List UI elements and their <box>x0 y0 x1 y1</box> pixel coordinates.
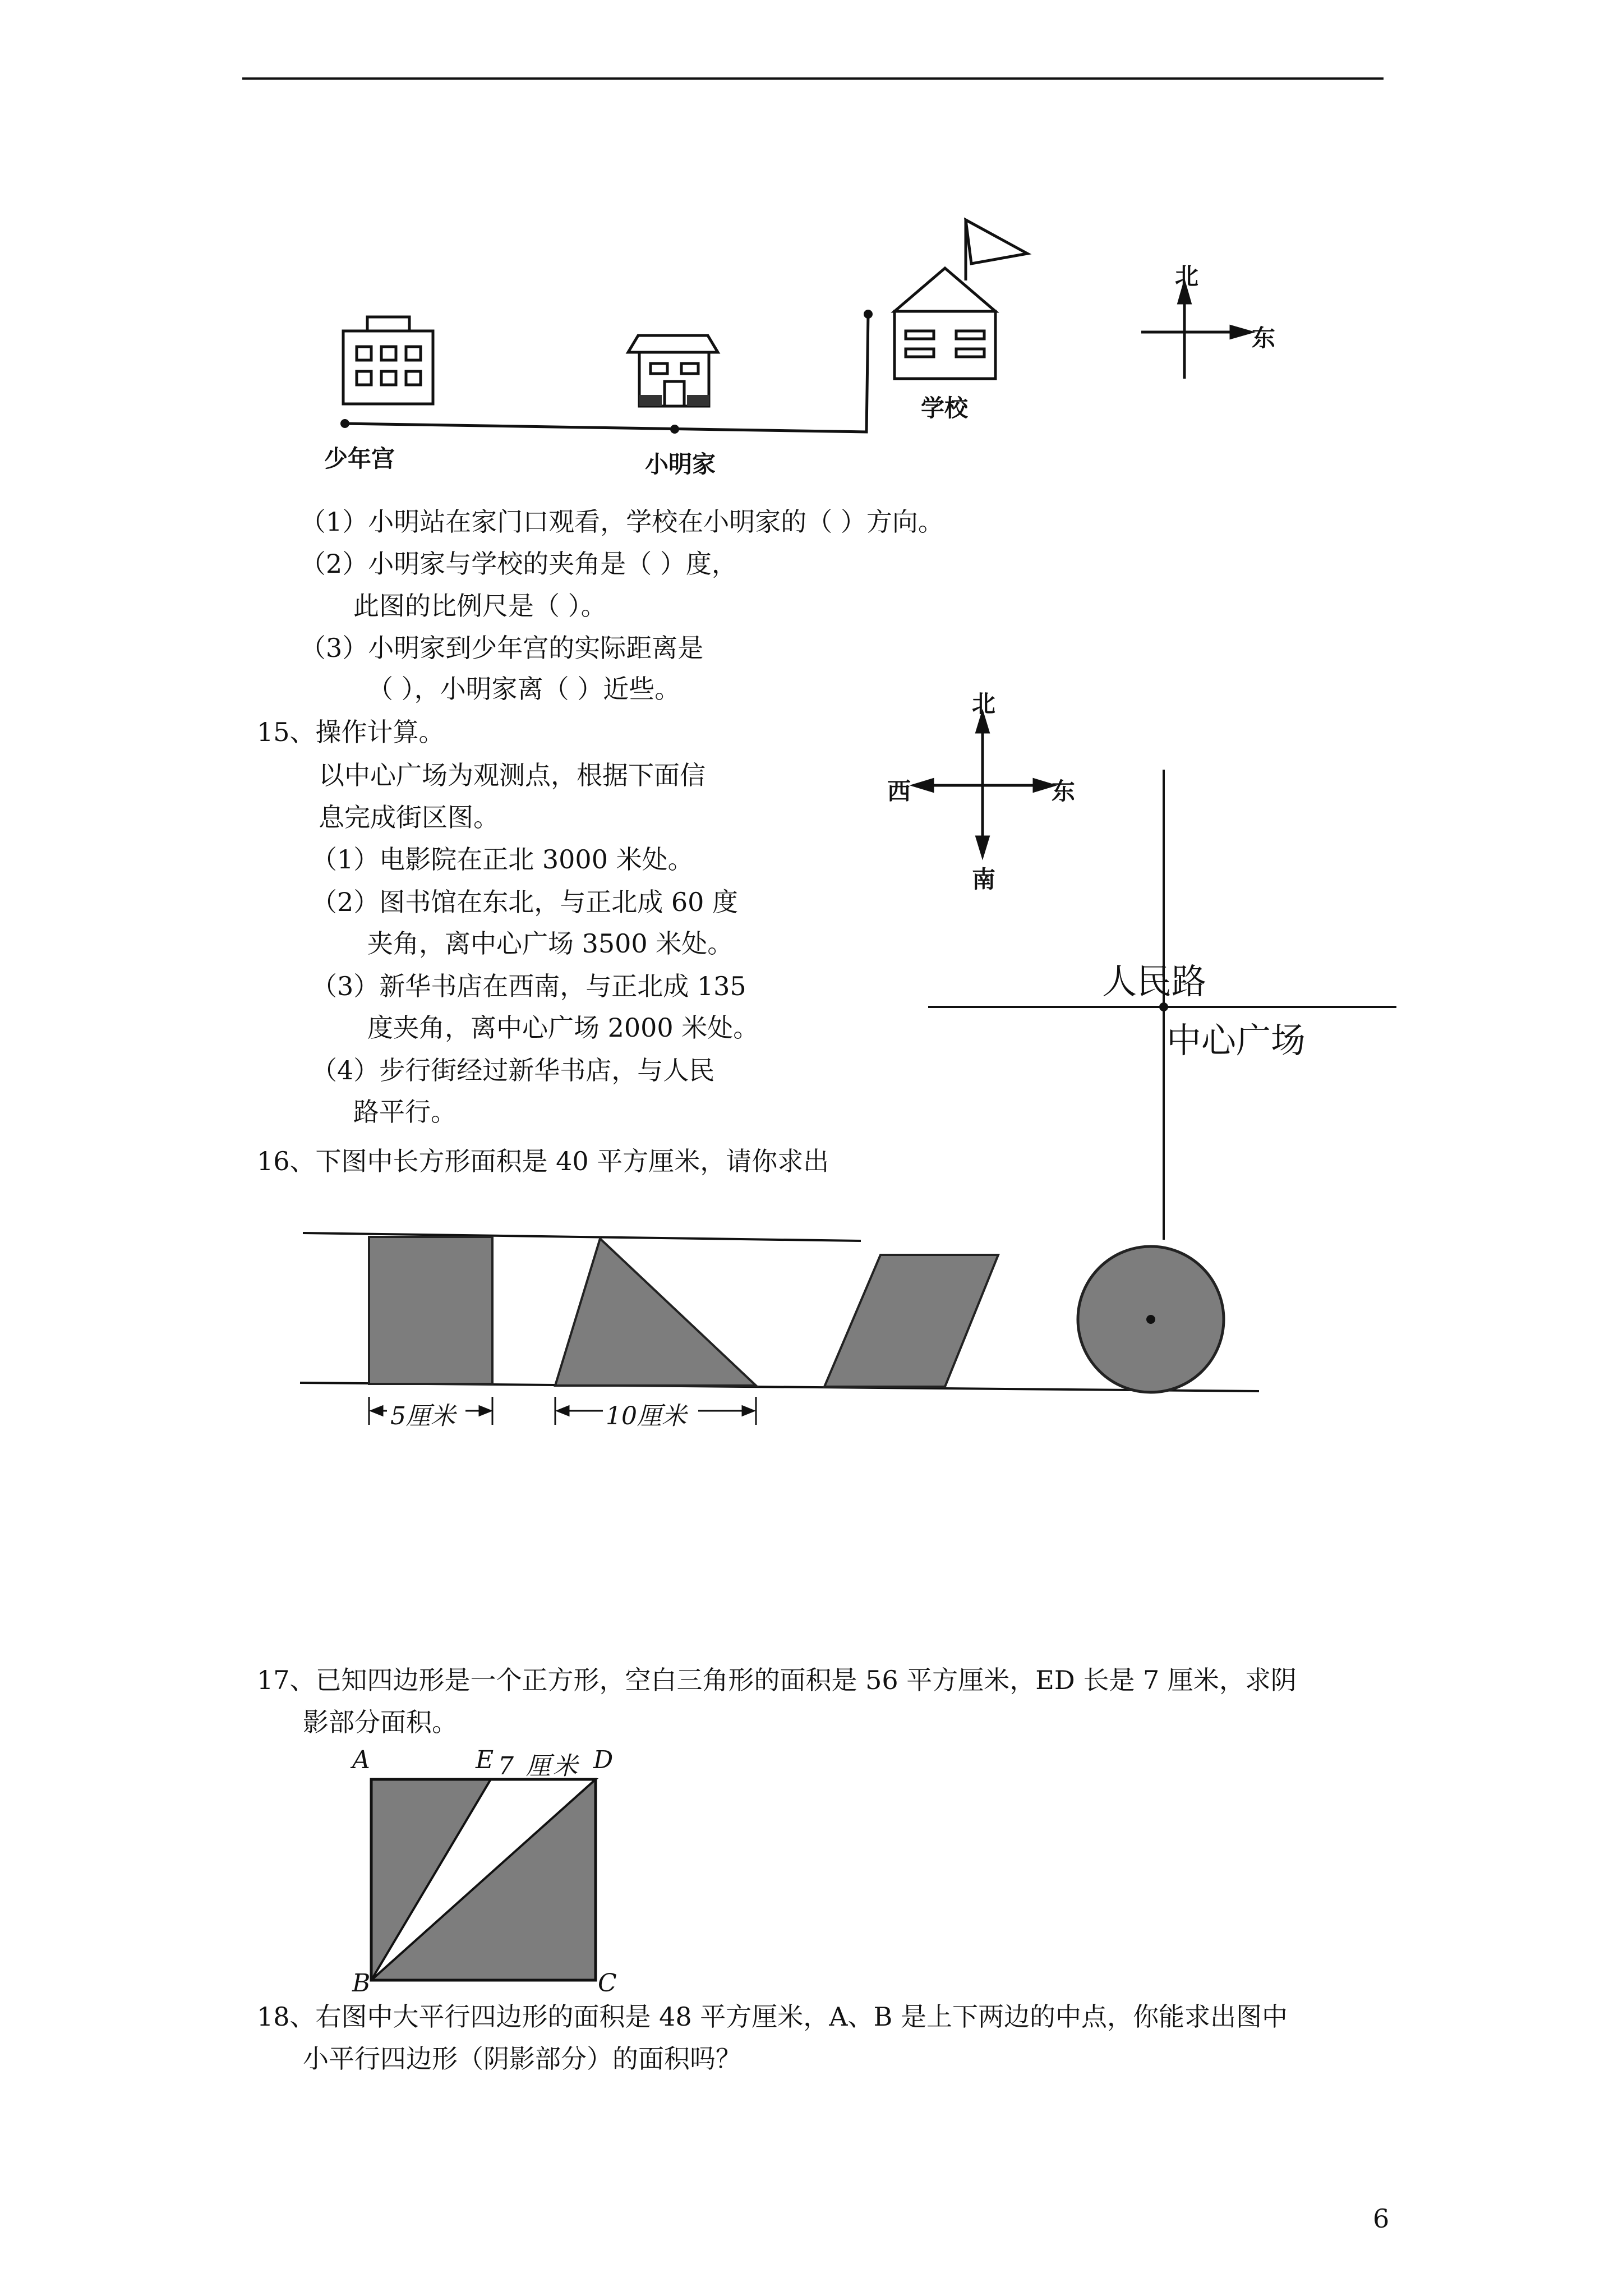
q14-line5: （ ），小明家离（ ）近些。 <box>367 674 681 704</box>
q15-title: 15、操作计算。 <box>257 717 445 747</box>
compass2-south: 南 <box>972 866 996 893</box>
q15-item-4a: （4）步行街经过新华书店，与人民 <box>311 1055 715 1085</box>
center-square-label: 中心广场 <box>1166 1020 1306 1061</box>
dim-10cm: 10厘米 <box>606 1402 686 1430</box>
q14-line2: （2）小明家与学校的夹角是（ ）度， <box>300 549 737 579</box>
dim-5cm: 5厘米 <box>390 1402 455 1430</box>
label-xiaoming-home: 小明家 <box>645 450 716 478</box>
q17-line1: 17、已知四边形是一个正方形，空白三角形的面积是 56 平方厘米，ED 长是 7 厘米，求阴 <box>257 1665 1297 1695</box>
q14-line1: （1）小明站在家门口观看，学校在小明家的（ ）方向。 <box>300 507 944 537</box>
compass1-north: 北 <box>1175 263 1199 290</box>
compass2-east: 东 <box>1052 777 1076 805</box>
q17-line2: 影部分面积。 <box>303 1707 458 1737</box>
label-A: A <box>352 1746 370 1774</box>
q15-item-4b: 路平行。 <box>353 1097 457 1127</box>
compass2-west: 西 <box>887 777 911 805</box>
q18-line2: 小平行四边形（阴影部分）的面积吗？ <box>303 2044 741 2074</box>
q15-item-3b: 度夹角，离中心广场 2000 米处。 <box>367 1013 759 1043</box>
label-youth-palace: 少年宫 <box>324 445 395 472</box>
q15-item-1: （1）电影院在正北 3000 米处。 <box>311 844 694 875</box>
q15-item-2b: 夹角，离中心广场 3500 米处。 <box>367 928 734 959</box>
q15-intro-2: 息完成街区图。 <box>319 802 499 832</box>
label-ed-length: 7 厘米 <box>498 1752 580 1780</box>
q15-item-2a: （2）图书馆在东北，与正北成 60 度 <box>311 887 739 917</box>
q14-line3: 此图的比例尺是（ ）。 <box>353 591 607 621</box>
q14-line4: （3）小明家到少年宫的实际距离是 <box>300 633 704 663</box>
q15-item-3a: （3）新华书店在西南，与正北成 135 <box>311 971 746 1001</box>
q18-line1: 18、右图中大平行四边形的面积是 48 平方厘米，A、B 是上下两边的中点，你能求出图中 <box>257 2001 1288 2032</box>
label-B: B <box>352 1969 371 1998</box>
q16-text: 16、下图中长方形面积是 40 平方厘米，请你求出 <box>257 1146 829 1176</box>
compass2-north: 北 <box>972 690 996 717</box>
page-number: 6 <box>1373 2203 1390 2234</box>
label-E: E <box>476 1746 494 1774</box>
label-school: 学校 <box>921 394 969 422</box>
road-label: 人民路 <box>1102 961 1207 1002</box>
compass1-east: 东 <box>1252 324 1276 352</box>
label-C: C <box>598 1969 617 1998</box>
label-D: D <box>593 1746 614 1774</box>
q15-intro-1: 以中心广场为观测点，根据下面信 <box>319 760 706 790</box>
